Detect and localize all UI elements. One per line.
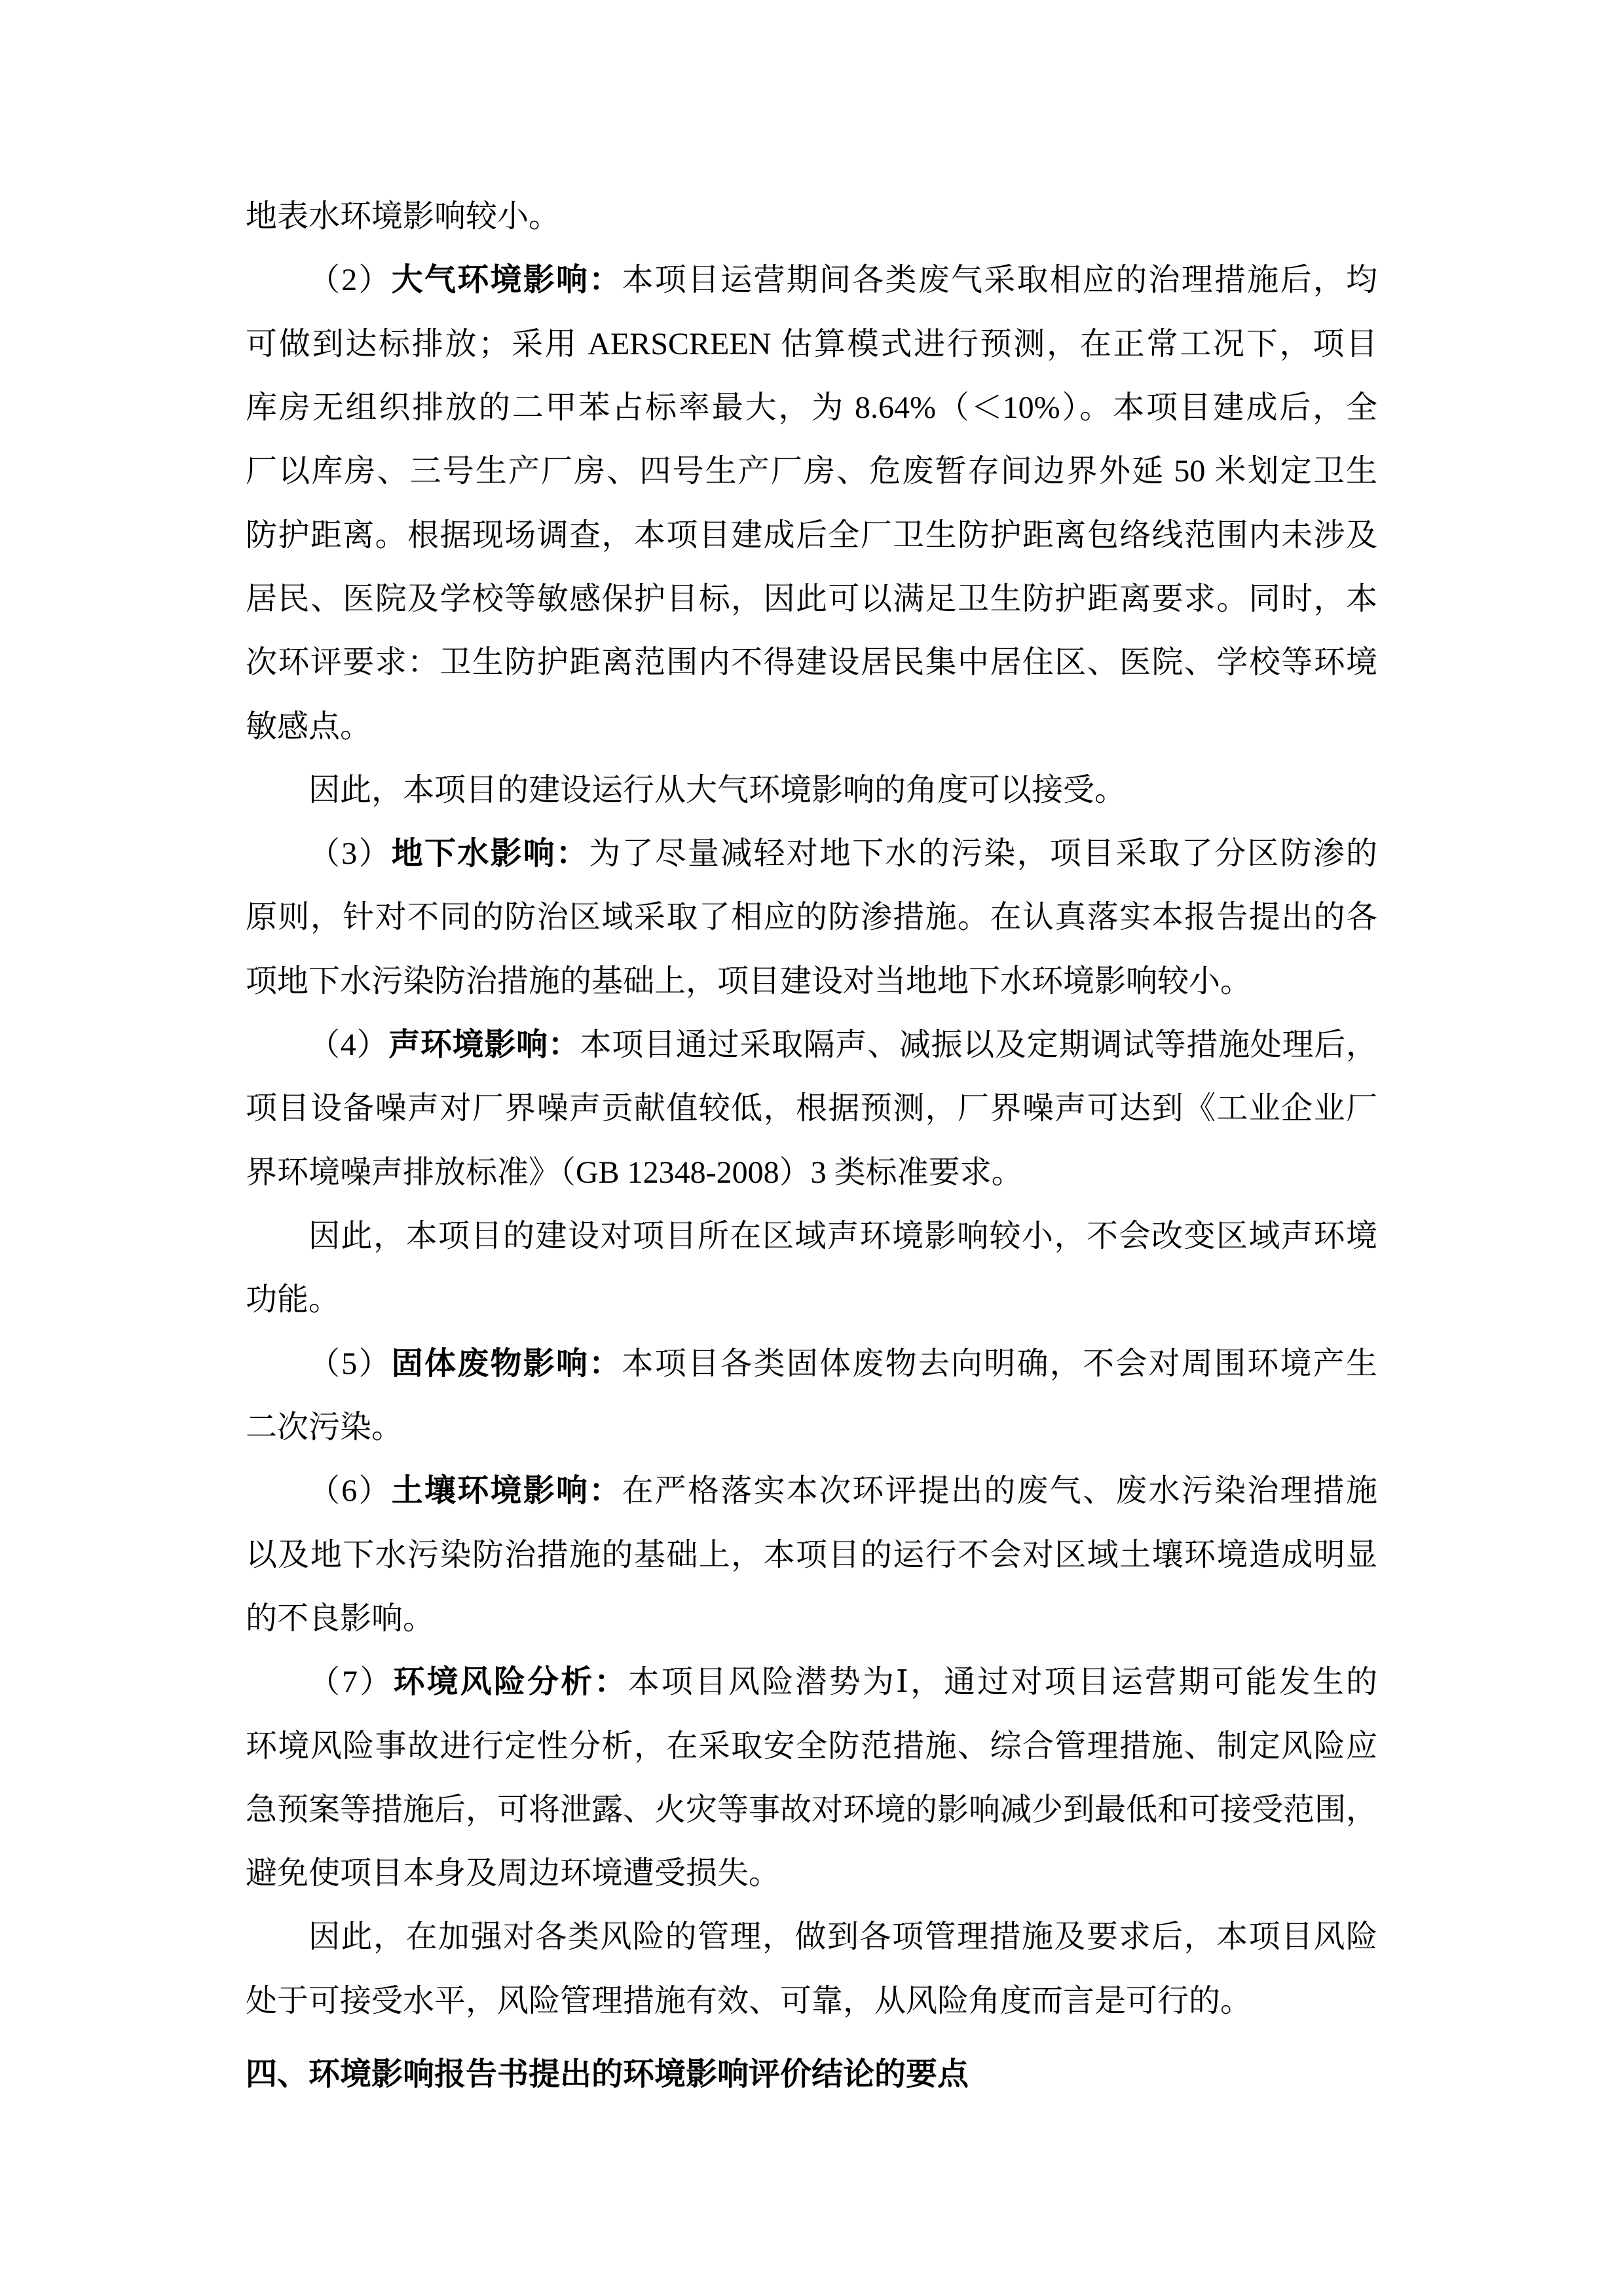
paragraph-line [246,695,1377,758]
paragraph-line [246,631,1377,694]
text-segment: 库房无组织排放的二甲苯占标率最大，为 8.64%（＜10%）。本项目建成后，全 [246,390,1377,425]
bold-text-segment: 环境风险分析： [393,1665,628,1700]
text-segment: 次环评要求：卫生防护距离范围内不得建设居民集中居住区、医院、学校等环境 [246,645,1377,680]
text-segment: 功能。 [246,1282,341,1318]
text-segment: 项地下水污染防治措施的基础上，项目建设对当地地下水环境影响较小。 [246,963,1252,999]
paragraph-line [246,822,1377,885]
paragraph-line [246,758,1377,822]
bold-text-segment: 土壤环境影响： [391,1473,622,1509]
text-segment: 本项目各类固体废物去向明确，不会对周围环境产生 [622,1346,1377,1381]
paragraph-line [246,1268,1377,1331]
text-segment: 本项目通过采取隔声、减振以及定期调试等措施处理后， [580,1028,1377,1063]
paragraph-line [246,1332,1377,1396]
text-segment: 地表水环境影响较小。 [246,199,561,234]
paragraph-line [246,1077,1377,1140]
paragraph-line [246,1969,1377,2033]
paragraph-line [246,950,1377,1013]
bold-text-segment: 大气环境影响： [391,263,622,298]
paragraph-line [246,1778,1377,1842]
paragraph-line [246,1523,1377,1587]
text-segment: 因此，在加强对各类风险的管理，做到各项管理措施及要求后，本项目风险 [308,1919,1377,1955]
text-segment: 因此，本项目的建设运行从大气环境影响的角度可以接受。 [308,772,1127,807]
paragraph-line [246,1905,1377,1969]
text-segment: 居民、医院及学校等敏感保护目标，因此可以满足卫生防护距离要求。同时，本 [246,581,1377,616]
text-segment: 二次污染。 [246,1409,403,1445]
paragraph-line [246,248,1377,312]
text-segment: 本项目运营期间各类废气采取相应的治理措施后，均 [622,263,1377,298]
paragraph-line [246,885,1377,949]
text-segment: 项目设备噪声对厂界噪声贡献值较低，根据预测，厂界噪声可达到《工业企业厂 [246,1091,1377,1126]
text-segment: 在严格落实本次环评提出的废气、废水污染治理措施 [622,1473,1377,1509]
bold-text-segment: 固体废物影响： [391,1346,622,1381]
text-segment: 急预案等措施后，可将泄露、火灾等事故对环境的影响减少到最低和可接受范围， [246,1792,1378,1827]
text-segment: （5） [308,1346,392,1381]
text-segment: 界环境噪声排放标准》（GB 12348-2008）3 类标准要求。 [246,1155,1023,1190]
text-segment: 环境风险事故进行定性分析，在采取安全防范措施、综合管理措施、制定风险应 [246,1728,1377,1764]
paragraph-line [246,376,1377,439]
paragraph-line [246,1459,1377,1523]
text-segment: （7） [308,1665,394,1700]
paragraph-line [246,185,1377,248]
paragraph-line [246,1714,1377,1778]
text-column [246,185,1377,2106]
paragraph-line [246,567,1377,631]
section-heading [246,2043,1377,2106]
paragraph-line [246,1842,1377,1905]
bold-text-segment: 四、环境影响报告书提出的环境影响评价结论的要点 [246,2057,969,2092]
text-segment: 因此，本项目的建设对项目所在区域声环境影响较小，不会改变区域声环境 [308,1219,1377,1253]
text-segment: （6） [308,1473,392,1509]
paragraph-line [246,1141,1377,1204]
text-segment: 本项目风险潜势为Ⅰ，通过对项目运营期可能发生的 [627,1665,1377,1700]
paragraph-line [246,1650,1377,1714]
bold-text-segment: 地下水影响： [391,836,589,872]
paragraph-line [246,504,1377,567]
text-segment: （2） [308,263,392,298]
paragraph-line [246,439,1377,503]
text-segment: 为了尽量减轻对地下水的污染，项目采取了分区防渗的 [589,836,1377,872]
text-segment: （3） [308,836,392,872]
text-segment: 可做到达标排放；采用 AERSCREEN 估算模式进行预测，在正常工况下，项目 [246,326,1377,361]
bold-text-segment: 声环境影响： [388,1028,580,1063]
text-segment: 以及地下水污染防治措施的基础上，本项目的运行不会对区域土壤环境造成明显 [246,1537,1377,1572]
paragraph-line [246,312,1377,376]
text-segment: 处于可接受水平，风险管理措施有效、可靠，从风险角度而言是可行的。 [246,1983,1252,2018]
text-segment: （4） [308,1028,389,1063]
text-segment: 原则，针对不同的防治区域采取了相应的防渗措施。在认真落实本报告提出的各 [246,900,1377,935]
text-segment: 避免使项目本身及周边环境遭受损失。 [246,1856,781,1891]
text-segment: 厂以库房、三号生产厂房、四号生产厂房、危废暂存间边界外延 50 米划定卫生 [246,454,1377,489]
text-segment: 敏感点。 [246,709,372,744]
text-segment: 的不良影响。 [246,1601,435,1636]
text-segment: 防护距离。根据现场调查，本项目建成后全厂卫生防护距离包络线范围内未涉及 [246,517,1377,553]
paragraph-line [246,1587,1377,1650]
paragraph-line [246,1013,1377,1077]
paragraph-line [246,1204,1377,1268]
paragraph-line [246,1396,1377,1459]
